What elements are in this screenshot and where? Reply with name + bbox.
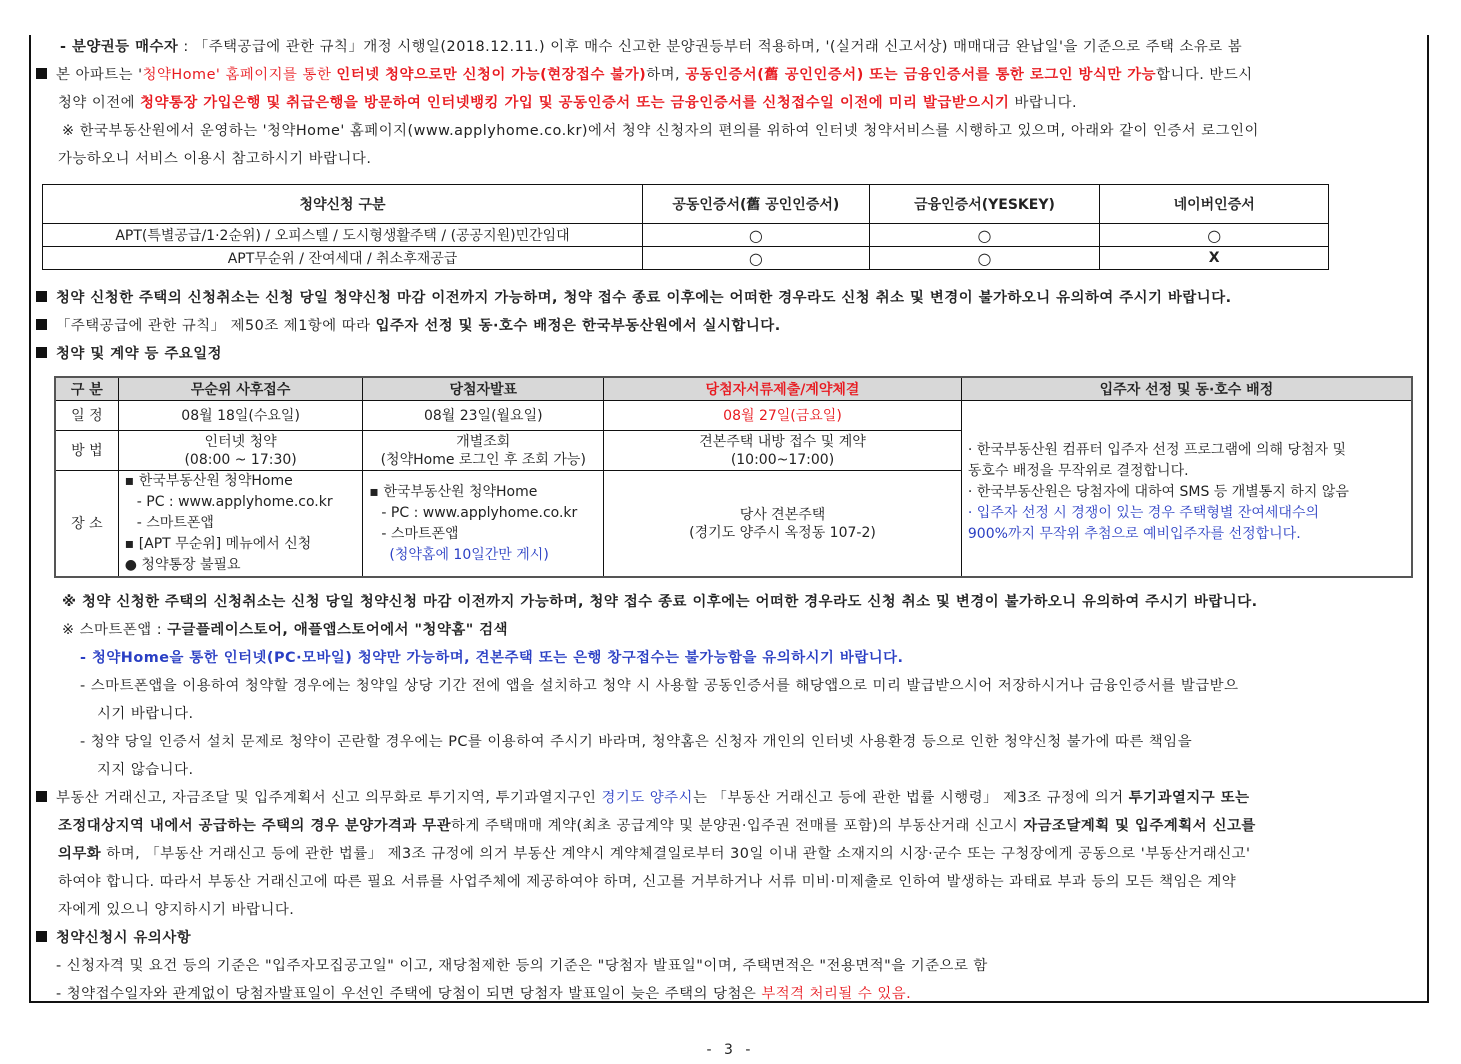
line-14: - 청약 당일 인증서 설치 문제로 청약이 곤란할 경우에는 PC를 이용하여 주시기 바라며, 청약홈은 신청자 개인의 인터넷 사용환경 등으로 인한 청약신청 불가에 따른 책임을 [80,734,1193,750]
table-row: APT무순위 / 잔여세대 / 취소후재공급 ○ ○ X [43,247,1329,270]
table-row: 방 법 인터넷 청약 (08:00 ~ 17:30) 개별조회 (청약Home 로그인 후 조회 가능) 견본주택 내방 접수 및 계약 (10:00~17:00) [55,431,1412,471]
line-2: 본 아파트는 '청약Home' 홈페이지를 통한 인터넷 청약으로만 신청이 가능(현장접수 불가)하며, 공동인증서(舊 공인인증서) 또는 금융인증서를 통한 로그인 방식만 가능합니다. 반드시 [36,65,1253,85]
line-5: 가능하오니 서비스 이용시 참고하시기 바랍니다. [58,151,372,167]
bullet-square-icon [36,68,47,79]
table-row: 일 정 08월 18일(수요일) 08월 23일(월요일) 08월 27일(금요일) · 한국부동산원 컴퓨터 입주자 선정 프로그램에 의해 당첨자 및 동호수 배정을 무작위로 결정합니다. · 한국부동산원은 당첨자에 대하여 SMS 등 개별통지 하지 않음 · 입주자 선정 시 경쟁이 있는 경우 주택형별 잔여세대수의 900%까지 무작위 추첨으로 예비입주자를 선정합니다. [55,401,1412,431]
line-12: - 스마트폰앱을 이용하여 청약할 경우에는 청약일 상당 기간 전에 앱을 설치하고 청약 시 사용할 공동인증서를 해당앱으로 미리 발급받으시어 저장하시거나 금융인증서를 발급받으 [80,678,1239,694]
table-row: 장 소 ▪ 한국부동산원 청약Home - PC : www.applyhome.co.kr - 스마트폰앱 ▪ [APT 무순위] 메뉴에서 신청 ● 청약통장 불필요 ▪ 한국부동산원 청약Home - PC : www.applyhome.co.kr - 스마트폰앱 (청약홈에 10일간만 게시) 당사 견본주택 (경기도 양주시 옥정동 107-2) [55,471,1412,578]
sched-header-2: 당첨자발표 [363,377,604,401]
line-6: 청약 신청한 주택의 신청취소는 신청 당일 청약신청 마감 이전까지 가능하며, 청약 접수 종료 이후에는 어떠한 경우라도 신청 취소 및 변경이 불가하오니 유의하여 주시기 바랍니다. [36,288,1232,308]
line-9: ※ 청약 신청한 주택의 신청취소는 신청 당일 청약신청 마감 이전까지 가능하며, 청약 접수 종료 이후에는 어떠한 경우라도 신청 취소 및 변경이 불가하오니 유의하여 주시기 바랍니다. [62,594,1258,610]
line-1: - 분양권등 매수자 : 「주택공급에 관한 규칙」개정 시행일(2018.12.11.) 이후 매수 신고한 분양권등부터 적용하며, '(실거래 신고서상) 매매대금 완납일'을 기준으로 주택 소유로 봄 [60,39,1243,55]
table-row: APT(특별공급/1·2순위) / 오피스텔 / 도시형생활주택 / (공공지원)민간임대 ○ ○ ○ [43,224,1329,247]
line-8: 청약 및 계약 등 주요일정 [36,344,222,364]
bullet-square-icon [36,291,47,302]
sched-header-3: 당첨자서류제출/계약체결 [604,377,962,401]
line-23: - 청약접수일자와 관계없이 당첨자발표일이 우선인 주택에 당첨이 되면 당첨자 발표일이 늦은 주택의 당첨은 부적격 처리될 수 있음. [56,986,912,1002]
cert-header-2: 금융인증서(YESKEY) [869,185,1100,224]
cert-header-3: 네이버인증서 [1100,185,1329,224]
bullet-square-icon [36,347,47,358]
cert-header-0: 청약신청 구분 [43,185,643,224]
page-number: - 3 - [706,1042,755,1058]
sched-header-0: 구 분 [55,377,118,401]
line-22: - 신청자격 및 요건 등의 기준은 "입주자모집공고일" 이고, 재당첨제한 등의 기준은 "당첨자 발표일"이며, 주택면적은 "전용면적"을 기준으로 함 [56,958,988,974]
certificate-table [42,184,1329,270]
line-18: 의무화 하며, 「부동산 거래신고 등에 관한 법률」 제3조 규정에 의거 부동산 계약시 계약체결일로부터 30일 이내 관할 소재지의 시장·군수 또는 구청장에게 공동으로 '부동산거래신고' [58,846,1251,862]
line-4: ※ 한국부동산원에서 운영하는 '청약Home' 홈페이지(www.applyhome.co.kr)에서 청약 신청자의 편의를 위하여 인터넷 청약서비스를 시행하고 있으며, 아래와 같이 인증서 로그인이 [62,123,1259,139]
line-19: 하여야 합니다. 따라서 부동산 거래신고에 따른 필요 서류를 사업주체에 제공하여야 하며, 신고를 거부하거나 서류 미비·미제출로 인하여 발생하는 과태료 부과 등의 모든 책임은 계약 [58,874,1237,890]
line-16: 부동산 거래신고, 자금조달 및 입주계획서 신고 의무화로 투기지역, 투기과열지구인 경기도 양주시는 「부동산 거래신고 등에 관한 법률 시행령」 제3조 규정에 의거 투기과열지구 또는 [36,788,1250,808]
line-11: - 청약Home을 통한 인터넷(PC·모바일) 청약만 가능하며, 견본주택 또는 은행 창구접수는 불가능함을 유의하시기 바랍니다. [80,650,904,666]
line-15: 지지 않습니다. [97,762,194,778]
line-7: 「주택공급에 관한 규칙」 제50조 제1항에 따라 입주자 선정 및 동·호수 배정은 한국부동산원에서 실시합니다. [36,316,781,336]
bullet-square-icon [36,319,47,330]
schedule-table [54,376,1413,578]
sched-header-1: 무순위 사후접수 [118,377,363,401]
line-10: ※ 스마트폰앱 : 구글플레이스토어, 애플앱스토어에서 "청약홈" 검색 [62,622,509,638]
bullet-square-icon [36,931,47,942]
cert-header-1: 공동인증서(舊 공인인증서) [643,185,870,224]
assignment-cell: · 한국부동산원 컴퓨터 입주자 선정 프로그램에 의해 당첨자 및 동호수 배정을 무작위로 결정합니다. · 한국부동산원은 당첨자에 대하여 SMS 등 개별통지 하지 않음 · 입주자 선정 시 경쟁이 있는 경우 주택형별 잔여세대수의 900%까지 무작위 추첨으로 예비입주자를 선정합니다. [961,401,1412,578]
sched-header-4: 입주자 선정 및 동·호수 배정 [961,377,1412,401]
line-13: 시기 바랍니다. [97,706,194,722]
line-21: 청약신청시 유의사항 [36,928,191,948]
line-3: 청약 이전에 청약통장 가입은행 및 취급은행을 방문하여 인터넷뱅킹 가입 및 공동인증서 또는 금융인증서를 신청접수일 이전에 미리 발급받으시기 바랍니다. [58,95,1078,111]
bullet-square-icon [36,791,47,802]
line-17: 조정대상지역 내에서 공급하는 주택의 경우 분양가격과 무관하게 주택매매 계약(최초 공급계약 및 분양권·입주권 전매를 포함)의 부동산거래 신고시 자금조달계획 및 입주계획서 신고를 [58,818,1256,834]
line-20: 자에게 있으니 양지하시기 바랍니다. [58,902,295,918]
